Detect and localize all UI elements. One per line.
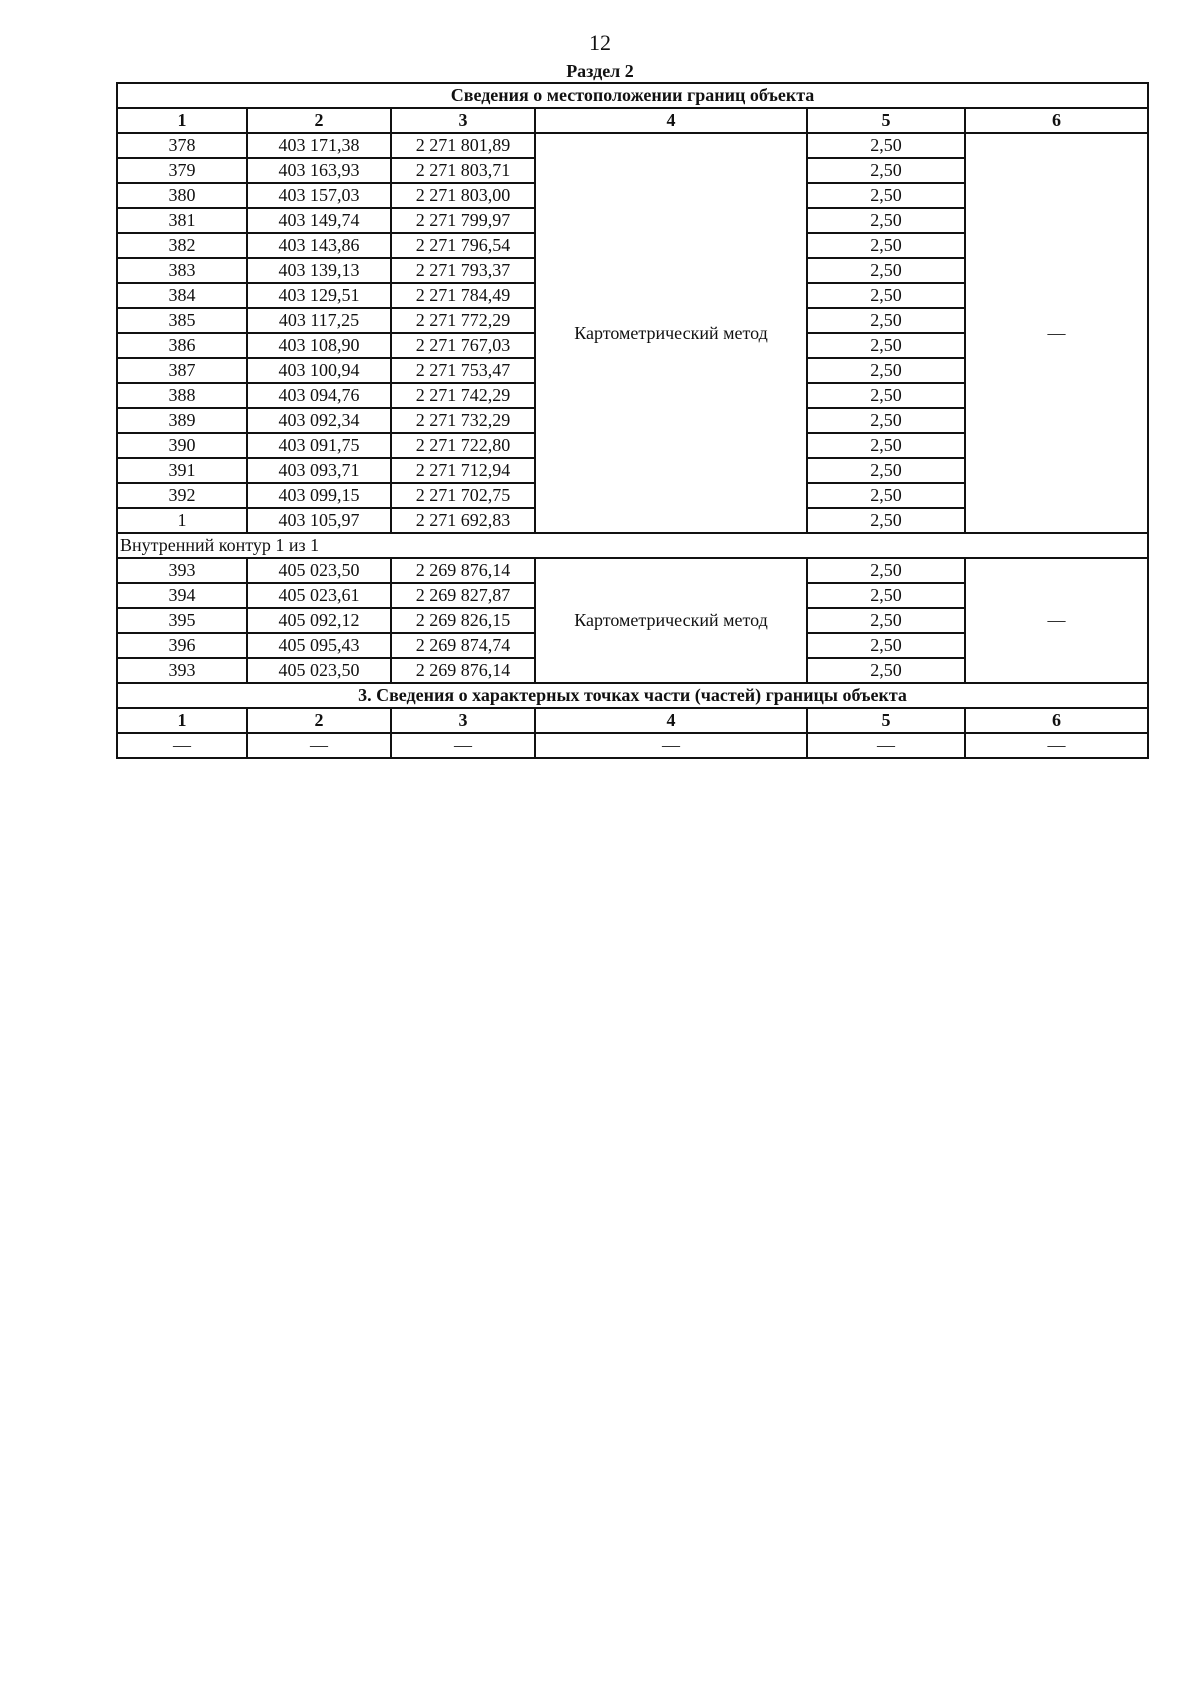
coordinate-x-cell: 405 095,43 xyxy=(247,633,391,658)
coordinate-x-cell: 403 139,13 xyxy=(247,258,391,283)
accuracy-cell: 2,50 xyxy=(807,208,965,233)
point-number-cell: 1 xyxy=(117,508,247,533)
point-number-cell: 391 xyxy=(117,458,247,483)
accuracy-cell: 2,50 xyxy=(807,258,965,283)
inner-contour-label: Внутренний контур 1 из 1 xyxy=(117,533,1148,558)
coordinate-y-cell: 2 271 712,94 xyxy=(391,458,535,483)
empty-value-cell: — xyxy=(807,733,965,758)
point-number-cell: 393 xyxy=(117,658,247,683)
coordinate-y-cell: 2 271 784,49 xyxy=(391,283,535,308)
point-number-cell: 379 xyxy=(117,158,247,183)
accuracy-cell: 2,50 xyxy=(807,233,965,258)
accuracy-cell: 2,50 xyxy=(807,658,965,683)
coordinate-x-cell: 403 108,90 xyxy=(247,333,391,358)
column-header: 1 xyxy=(117,708,247,733)
coordinate-x-cell: 403 157,03 xyxy=(247,183,391,208)
column-header-row xyxy=(117,108,1148,133)
parts-section-title-row xyxy=(117,683,1148,708)
coordinate-y-cell: 2 269 827,87 xyxy=(391,583,535,608)
accuracy-cell: 2,50 xyxy=(807,433,965,458)
coordinate-y-cell: 2 271 801,89 xyxy=(391,133,535,158)
point-number-cell: 382 xyxy=(117,233,247,258)
column-header: 6 xyxy=(965,708,1148,733)
coordinate-x-cell: 403 117,25 xyxy=(247,308,391,333)
point-number-cell: 381 xyxy=(117,208,247,233)
coordinate-y-cell: 2 271 803,00 xyxy=(391,183,535,208)
coordinate-x-cell: 405 023,50 xyxy=(247,558,391,583)
column-header: 3 xyxy=(391,108,535,133)
coordinate-y-cell: 2 271 799,97 xyxy=(391,208,535,233)
point-number-cell: 390 xyxy=(117,433,247,458)
coordinate-y-cell: 2 271 722,80 xyxy=(391,433,535,458)
accuracy-cell: 2,50 xyxy=(807,283,965,308)
table-row xyxy=(117,133,1148,158)
accuracy-cell: 2,50 xyxy=(807,358,965,383)
boundary-table xyxy=(116,82,1149,759)
column-header: 5 xyxy=(807,108,965,133)
point-number-cell: 387 xyxy=(117,358,247,383)
point-number-cell: 386 xyxy=(117,333,247,358)
accuracy-cell: 2,50 xyxy=(807,458,965,483)
point-number-cell: 378 xyxy=(117,133,247,158)
column-header: 6 xyxy=(965,108,1148,133)
accuracy-cell: 2,50 xyxy=(807,608,965,633)
coordinate-y-cell: 2 271 772,29 xyxy=(391,308,535,333)
column-header: 3 xyxy=(391,708,535,733)
coordinate-x-cell: 403 129,51 xyxy=(247,283,391,308)
coordinate-y-cell: 2 271 793,37 xyxy=(391,258,535,283)
column-header: 4 xyxy=(535,108,807,133)
coordinate-x-cell: 403 093,71 xyxy=(247,458,391,483)
coordinate-x-cell: 405 092,12 xyxy=(247,608,391,633)
coordinate-x-cell: 405 023,50 xyxy=(247,658,391,683)
table-title: Сведения о местоположении границ объекта xyxy=(117,83,1148,108)
parts-section-title: 3. Сведения о характерных точках части (частей) границы объекта xyxy=(117,683,1148,708)
coordinate-x-cell: 403 143,86 xyxy=(247,233,391,258)
accuracy-cell: 2,50 xyxy=(807,133,965,158)
accuracy-cell: 2,50 xyxy=(807,408,965,433)
column-6-cell: — xyxy=(965,558,1148,683)
point-number-cell: 384 xyxy=(117,283,247,308)
accuracy-cell: 2,50 xyxy=(807,383,965,408)
coordinate-y-cell: 2 271 742,29 xyxy=(391,383,535,408)
column-header: 2 xyxy=(247,108,391,133)
empty-value-cell: — xyxy=(391,733,535,758)
method-cell: Картометрический метод xyxy=(535,133,807,533)
coordinate-x-cell: 403 099,15 xyxy=(247,483,391,508)
coordinate-x-cell: 403 092,34 xyxy=(247,408,391,433)
point-number-cell: 385 xyxy=(117,308,247,333)
accuracy-cell: 2,50 xyxy=(807,308,965,333)
coordinate-y-cell: 2 269 826,15 xyxy=(391,608,535,633)
page-number: 12 xyxy=(589,30,611,55)
section-title: Раздел 2 xyxy=(566,61,634,81)
coordinate-x-cell: 403 091,75 xyxy=(247,433,391,458)
accuracy-cell: 2,50 xyxy=(807,333,965,358)
point-number-cell: 396 xyxy=(117,633,247,658)
table-row xyxy=(117,558,1148,583)
coordinate-y-cell: 2 271 753,47 xyxy=(391,358,535,383)
column-header: 5 xyxy=(807,708,965,733)
coordinate-x-cell: 403 171,38 xyxy=(247,133,391,158)
point-number-cell: 393 xyxy=(117,558,247,583)
coordinate-y-cell: 2 271 803,71 xyxy=(391,158,535,183)
coordinate-y-cell: 2 269 876,14 xyxy=(391,658,535,683)
empty-value-cell: — xyxy=(535,733,807,758)
coordinate-y-cell: 2 271 692,83 xyxy=(391,508,535,533)
accuracy-cell: 2,50 xyxy=(807,558,965,583)
boundary-table-body xyxy=(117,83,1148,758)
column-header: 2 xyxy=(247,708,391,733)
point-number-cell: 395 xyxy=(117,608,247,633)
point-number-cell: 380 xyxy=(117,183,247,208)
accuracy-cell: 2,50 xyxy=(807,583,965,608)
parts-column-header-row xyxy=(117,708,1148,733)
point-number-cell: 394 xyxy=(117,583,247,608)
coordinate-y-cell: 2 269 876,14 xyxy=(391,558,535,583)
coordinate-y-cell: 2 271 767,03 xyxy=(391,333,535,358)
accuracy-cell: 2,50 xyxy=(807,633,965,658)
point-number-cell: 389 xyxy=(117,408,247,433)
empty-value-cell: — xyxy=(247,733,391,758)
coordinate-y-cell: 2 269 874,74 xyxy=(391,633,535,658)
coordinate-x-cell: 403 163,93 xyxy=(247,158,391,183)
table-title-row xyxy=(117,83,1148,108)
empty-value-cell: — xyxy=(965,733,1148,758)
coordinate-x-cell: 403 100,94 xyxy=(247,358,391,383)
point-number-cell: 388 xyxy=(117,383,247,408)
point-number-cell: 383 xyxy=(117,258,247,283)
coordinate-x-cell: 403 105,97 xyxy=(247,508,391,533)
accuracy-cell: 2,50 xyxy=(807,508,965,533)
coordinate-x-cell: 403 094,76 xyxy=(247,383,391,408)
column-header: 1 xyxy=(117,108,247,133)
coordinate-x-cell: 403 149,74 xyxy=(247,208,391,233)
accuracy-cell: 2,50 xyxy=(807,183,965,208)
method-cell: Картометрический метод xyxy=(535,558,807,683)
accuracy-cell: 2,50 xyxy=(807,483,965,508)
coordinate-y-cell: 2 271 796,54 xyxy=(391,233,535,258)
column-header: 4 xyxy=(535,708,807,733)
point-number-cell: 392 xyxy=(117,483,247,508)
empty-value-cell: — xyxy=(117,733,247,758)
coordinate-y-cell: 2 271 702,75 xyxy=(391,483,535,508)
parts-table-row xyxy=(117,733,1148,758)
contour-label-row xyxy=(117,533,1148,558)
coordinate-x-cell: 405 023,61 xyxy=(247,583,391,608)
accuracy-cell: 2,50 xyxy=(807,158,965,183)
coordinate-y-cell: 2 271 732,29 xyxy=(391,408,535,433)
column-6-cell: — xyxy=(965,133,1148,533)
